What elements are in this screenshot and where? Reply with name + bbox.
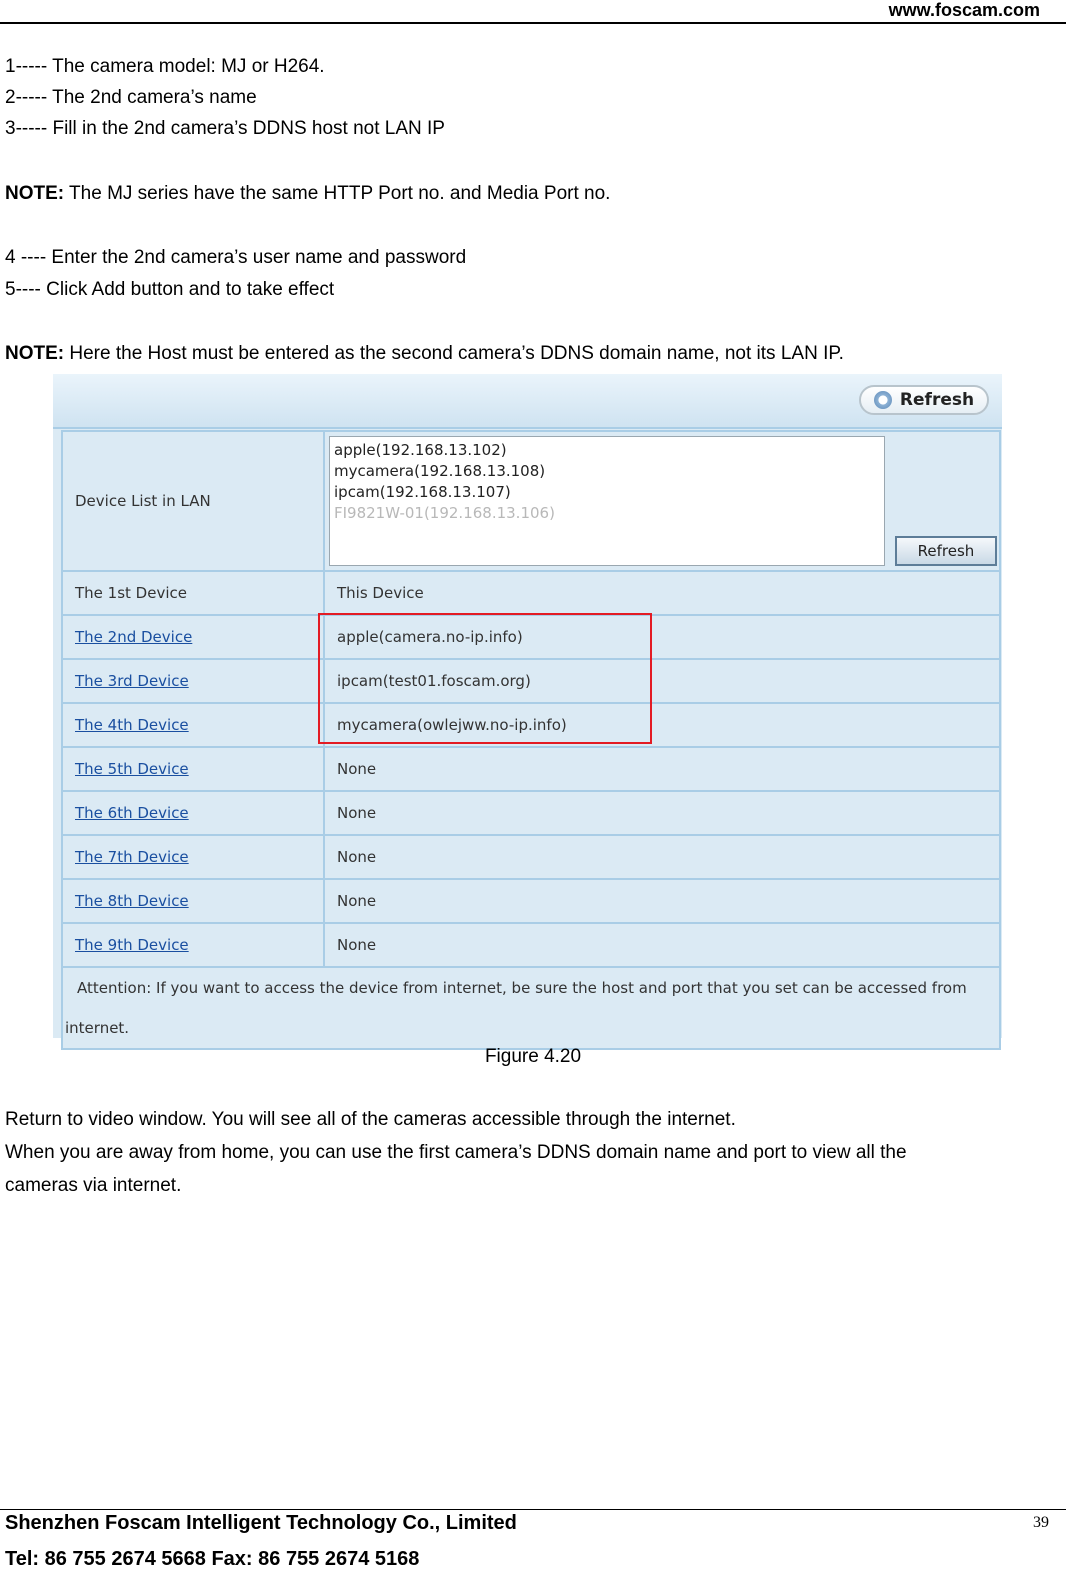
step-2-text: 2----- The 2nd camera’s name xyxy=(5,87,257,108)
device-row xyxy=(62,571,1000,615)
device-7-link[interactable]: The 7th Device xyxy=(75,848,189,866)
attention-row xyxy=(62,967,1000,1049)
device-9-value: None xyxy=(324,923,1000,967)
top-refresh-label: Refresh xyxy=(899,390,975,410)
footer-company: Shenzhen Foscam Intelligent Technology Co., Limited xyxy=(5,1512,517,1534)
device-7-value: None xyxy=(324,835,1000,879)
return-text: Return to video window. You will see all of the cameras accessible through the internet. xyxy=(5,1109,736,1130)
device-row xyxy=(62,747,1000,791)
device-row xyxy=(62,879,1000,923)
note-2-text: Here the Host must be entered as the second camera’s DDNS domain name, not its LAN IP. xyxy=(64,343,844,364)
lan-device-item-disabled: FI9821W-01(192.168.13.106) xyxy=(334,504,555,522)
lan-device-item[interactable]: apple(192.168.13.102) xyxy=(334,441,507,459)
device-4-value: mycamera(owlejww.no-ip.info) xyxy=(324,703,1000,747)
refresh-icon xyxy=(874,391,892,409)
step-1-text: 1----- The camera model: MJ or H264. xyxy=(5,56,325,77)
screenshot-toolbar xyxy=(53,374,1002,427)
step-4-text: 4 ---- Enter the 2nd camera’s user name and password xyxy=(5,247,467,268)
device-6-link[interactable]: The 6th Device xyxy=(75,804,189,822)
note-1-text: The MJ series have the same HTTP Port no. and Media Port no. xyxy=(64,183,611,204)
away-text-line-1: When you are away from home, you can use the first camera’s DDNS domain name and port to view all the xyxy=(5,1142,907,1163)
attention-line-1: Attention: If you want to access the device from internet, be sure the host and port that you set can be accessed from xyxy=(77,979,967,997)
lan-row xyxy=(62,431,1000,571)
ddns-highlight-box xyxy=(318,613,652,744)
figure-caption: Figure 4.20 xyxy=(484,1046,582,1067)
device-5-value: None xyxy=(324,747,1000,791)
device-3-value: ipcam(test01.foscam.org) xyxy=(324,659,1000,703)
device-row xyxy=(62,923,1000,967)
attention-text xyxy=(63,968,999,1048)
lan-device-item[interactable]: mycamera(192.168.13.108) xyxy=(334,462,546,480)
lan-label: Device List in LAN xyxy=(62,431,324,571)
device-row xyxy=(62,791,1000,835)
toolbar-divider xyxy=(53,427,1002,429)
note-1 xyxy=(5,182,610,206)
lan-device-list[interactable] xyxy=(329,436,885,566)
device-1-value: This Device xyxy=(324,571,1000,615)
device-9-link[interactable]: The 9th Device xyxy=(75,936,189,954)
device-4-link[interactable]: The 4th Device xyxy=(75,716,189,734)
device-3-link[interactable]: The 3rd Device xyxy=(75,672,189,690)
device-2-link[interactable]: The 2nd Device xyxy=(75,628,193,646)
header-url: www.foscam.com xyxy=(888,0,1040,20)
lan-device-item[interactable]: ipcam(192.168.13.107) xyxy=(334,483,511,501)
step-5-text: 5---- Click Add button and to take effect xyxy=(5,279,335,300)
footer-contact: Tel: 86 755 2674 5668 Fax: 86 755 2674 5168 xyxy=(5,1548,420,1570)
away-text-line-2: cameras via internet. xyxy=(5,1175,182,1196)
step-3-text: 3----- Fill in the 2nd camera’s DDNS host not LAN IP xyxy=(5,118,445,139)
header-divider xyxy=(0,22,1066,24)
device-2-value: apple(camera.no-ip.info) xyxy=(324,615,1000,659)
top-refresh-button[interactable] xyxy=(859,385,989,415)
device-5-link[interactable]: The 5th Device xyxy=(75,760,189,778)
device-8-value: None xyxy=(324,879,1000,923)
note-2 xyxy=(5,342,844,366)
attention-line-2: internet. xyxy=(65,1019,130,1037)
device-6-value: None xyxy=(324,791,1000,835)
device-row xyxy=(62,835,1000,879)
footer-divider xyxy=(0,1509,1066,1510)
note-2-label: NOTE: xyxy=(5,343,65,364)
lan-refresh-button[interactable]: Refresh xyxy=(895,536,997,566)
device-8-link[interactable]: The 8th Device xyxy=(75,892,189,910)
page-number: 39 xyxy=(1033,1514,1049,1531)
device-1-label: The 1st Device xyxy=(62,571,324,615)
note-1-label: NOTE: xyxy=(5,183,65,204)
